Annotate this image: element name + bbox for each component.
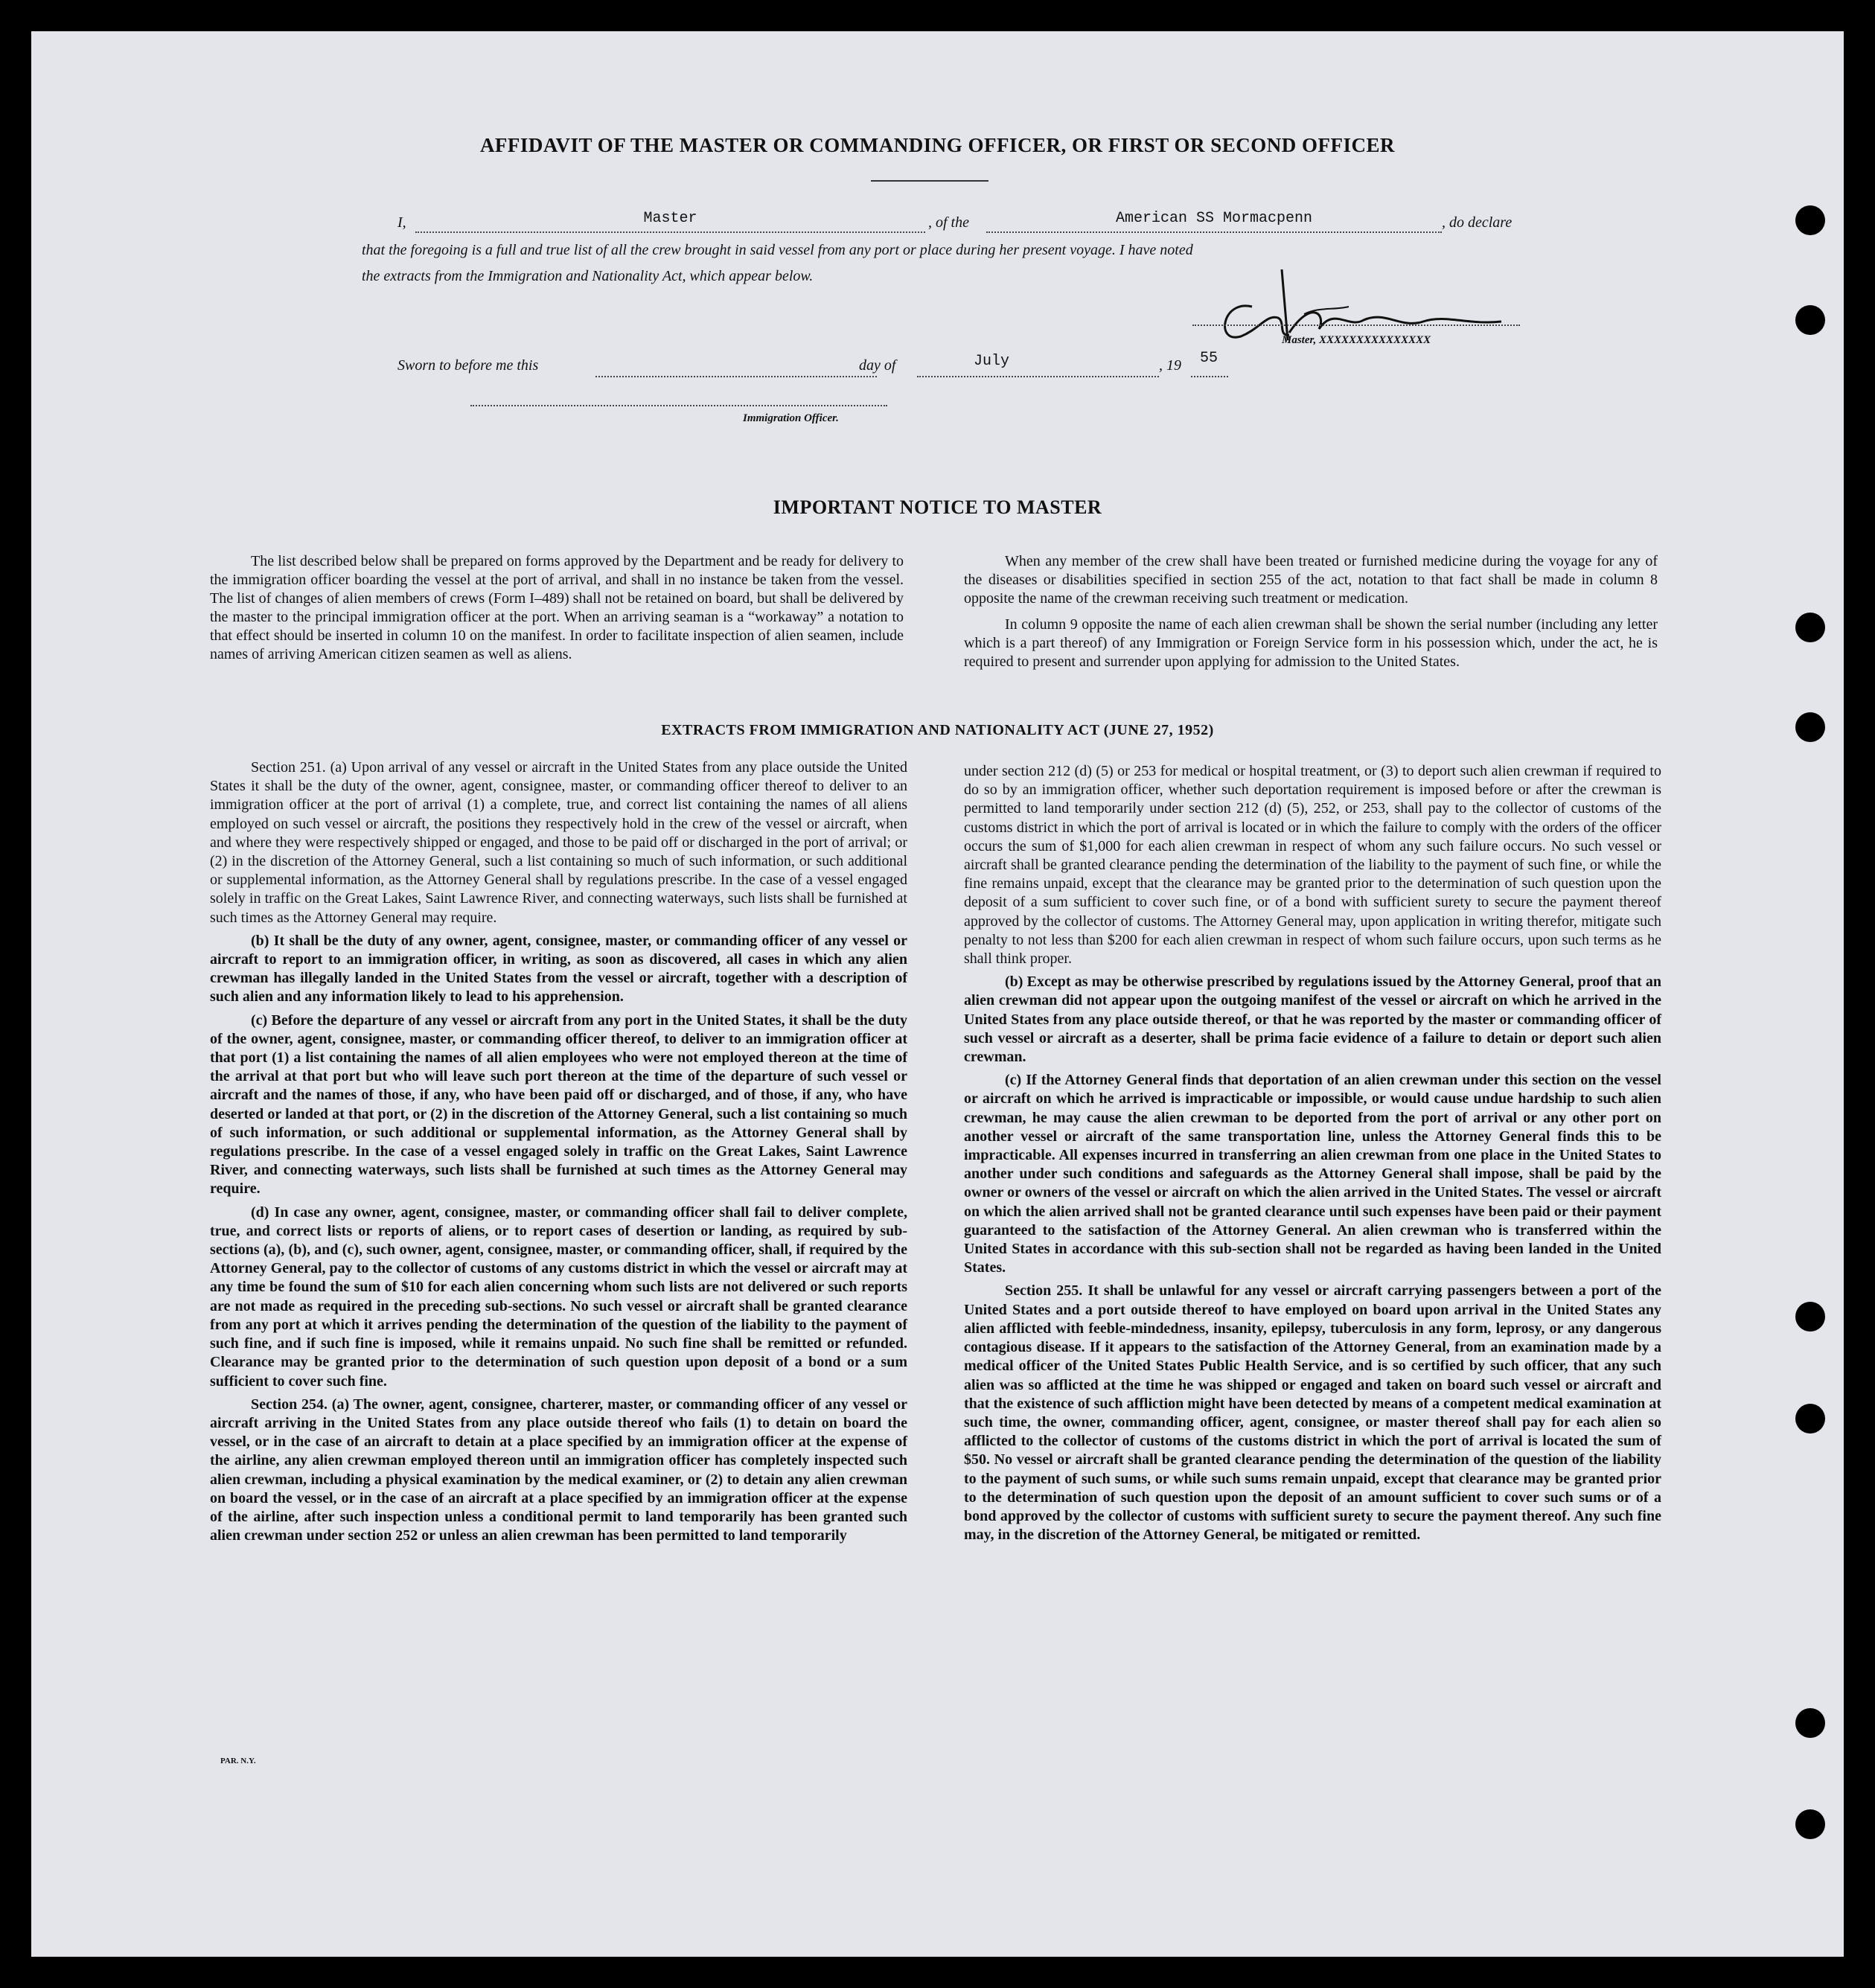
notice-right-column <box>964 552 1658 679</box>
notice-title: IMPORTANT NOTICE TO MASTER <box>773 496 1102 518</box>
section-251c: (c) Before the departure of any vessel or aircraft from any port in the United States, it shall be the duty of the owner, agent, consignee, master, or commanding officer thereof, to deliver to an immigration officer at that port (1) a list containing the names of all alien employees who were not employed thereon at the time of the arrival at that port but who will leave such port thereon at the time of the departure of such vessel or aircraft and the names of those, if any, who have been paid off or discharged, and of those, if any, who have deserted or landed at that port, or (2) in the discretion of the Attorney General, such a list containing so much of such information, or such additional or supplemental information, as the Attorney General shall by regulations prescribe. In the case of a vessel engaged solely in traffic on the Great Lakes, Saint Lawrence River, and connecting waterways, such lists shall be furnished at such times as the Attorney General may require. <box>210 1011 907 1198</box>
section-254c: (c) If the Attorney General finds that deportation of an alien crewman under this section on the vessel or aircraft on which he arrived is impracticable or impossible, or would cause undue hardship to such alien crewman, he may cause the alien crewman to be deported from the port of arrival or any other port on another vessel or aircraft of the same transportation line, unless the Attorney General finds this to be impracticable. All expenses incurred in transferring an alien crewman from one place in the United States to another under such conditions and safeguards as the Attorney General shall impose, shall be paid by the owner or owners of the vessel or aircraft on which the alien arrived in the United States. The vessel or aircraft on which the alien arrived shall not be granted clearance until such expenses have been paid or their payment guaranteed to the satisfaction of the Attorney General. An alien crewman who is transferred within the United States in accordance with this sub-section shall not be regarded as having been landed in the United States. <box>964 1072 1661 1276</box>
section-251d: (d) In case any owner, agent, consignee, master, or commanding officer shall fail to deliver complete, true, and correct lists or reports of aliens, or to report cases of desertion or landing, as required by sub-sections (a), (b), and (c), such owner, agent, consignee, master, or commanding officer, shall, if required by the Attorney General, pay to the collector of customs of any customs district in which the vessel or aircraft may at any time be found the sum of $10 for each alien concerning whom such lists are not delivered or such reports are not made as required in the preceding sub-sections. No such vessel or aircraft shall be granted clearance from any port at which it arrives pending the determination of the question of the liability to the payment of such fine, and if such fine is imposed, while it remains unpaid. No such fine shall be remitted or refunded. Clearance may be granted prior to the determination of such question upon deposit of a bond or a sum sufficient to cover such fine. <box>210 1204 907 1390</box>
do-declare-label: , do declare <box>1442 214 1513 231</box>
sworn-label: Sworn to before me this <box>397 357 539 374</box>
document-page <box>31 31 1844 1957</box>
statement-line-1: that the foregoing is a full and true list of all the crew brought in said vessel from any port or place during her present voyage. I have noted <box>362 242 1193 258</box>
month-value: July <box>973 353 1009 370</box>
officer-line <box>470 402 887 406</box>
binder-hole <box>1795 1708 1825 1738</box>
notice-left-paragraph: The list described below shall be prepared on forms approved by the Department and be ready for delivery to the immigration officer boarding the vessel at the port of arrival, and shall in no instance be taken from the vessel. The list of changes of alien members of crews (Form I–489) shall not be retained on board, but shall be delivered by the master to the principal immigration officer at the port. When an arriving seaman is a “workaway” a notation to that effect should be inserted in column 10 on the manifest. In order to facilitate inspection of alien seamen, include names of arriving American citizen seamen as well as aliens. <box>210 553 904 662</box>
notice-right-paragraph-2: In column 9 opposite the name of each alien crewman shall be shown the serial number (including any letter which is a part thereof) of any Immigration or Foreign Service form in his possession which, under the act, he is required to present and surrender upon applying for admission to the United States. <box>964 616 1658 670</box>
section-254a-continued: under section 212 (d) (5) or 253 for medical or hospital treatment, or (3) to deport such alien crewman if required to do so by an immigration officer, whether such deportation requirement is imposed before or after the crewman is permitted to land temporarily under section 212 (d) (5), 252, or 253, shall pay to the collector of customs of the customs district in which the port of arrival is located or in which the failure to comply with the orders of the officer occurs the sum of $1,000 for each alien crewman in respect of whom any such failure occurs. No such vessel or aircraft shall be granted clearance pending the determination of the liability to the payment of such fine, or while the fine remains unpaid, except that the clearance may be granted prior to the determination of such question upon the deposit of a sum sufficient to cover such fine, or of a bond with sufficient surety to secure the payment thereof approved by the collector of customs. The Attorney General may, upon application in writing therefor, mitigate such penalty to not less than $200 for each alien crewman in respect of whom such failure occurs, upon such terms as he shall think proper. <box>964 763 1661 968</box>
master-caption: Master, XXXXXXXXXXXXXXX <box>1282 334 1431 346</box>
title-divider <box>871 180 988 182</box>
section-254b: (b) Except as may be otherwise prescribed by regulations issued by the Attorney General, proof that an alien crewman did not appear upon the outgoing manifest of the vessel or aircraft on which he arrived in the United States from any place outside thereof, or that he was reported by the master or commanding officer of such vessel or aircraft as a deserter, shall be prima facie evidence of a failure to detain or deport such alien crewman. <box>964 974 1661 1066</box>
extracts-title: EXTRACTS FROM IMMIGRATION AND NATIONALITY ACT (JUNE 27, 1952) <box>661 722 1214 738</box>
binder-hole <box>1795 305 1825 335</box>
section-254a: Section 254. (a) The owner, agent, consignee, charterer, master, or commanding officer of any vessel or aircraft arriving in the United States from any place outside thereof who fails (1) to detain on board the vessel, or in the case of an aircraft to detain at a place specified by an immigration officer at the expense of the airline, any alien crewman employed thereon until an immigration officer has completely inspected such alien crewman, including a physical examination by the medical examiner, or (2) to detain any alien crewman on board the vessel, or in the case of an aircraft at a place specified by an immigration officer at the expense of the airline, after such inspection unless a conditional permit to land temporarily has been granted such alien crewman under section 252 or unless an alien crewman has been permitted to land temporarily <box>210 1396 907 1544</box>
year-prefix: , 19 <box>1159 357 1181 374</box>
name-value: Master <box>643 210 697 227</box>
section-255: Section 255. It shall be unlawful for any vessel or aircraft carrying passengers between a port of the United States and a port outside thereof to have employed on board upon arrival in the United States any alien afflicted with feeble-mindedness, insanity, epilepsy, tuberculosis in any form, leprosy, or any dangerous contagious disease. If it appears to the satisfaction of the Attorney General, from an examination made by a medical officer of the United States Public Health Service, and is so certified by such officer, that any such alien was so afflicted at the time he was shipped or engaged and taken on board such vessel or aircraft and that the existence of such affliction might have been detected by means of a competent medical examination at such time, the owner, commanding officer, agent, consignee, or master thereof shall pay for each alien so afflicted to the collector of customs of the customs district in which the port of arrival is located the sum of $50. No vessel or aircraft shall be granted clearance pending the determination of the question of the liability to the payment of such sums, or while such sums remain unpaid, except that clearance may be granted prior to the determination of such question upon the deposit of an amount sufficient to cover such sums or of a bond approved by the collector of customs with sufficient surety to secure the payment thereof. Any such fine may, in the discretion of the Attorney General, be mitigated or remitted. <box>964 1282 1661 1544</box>
of-the-label: , of the <box>928 214 969 231</box>
binder-hole <box>1795 712 1825 742</box>
extracts-left-column <box>210 758 907 1550</box>
statement-line-2: the extracts from the Immigration and Nationality Act, which appear below. <box>362 268 814 284</box>
i-label: I, <box>397 214 406 231</box>
notice-right-paragraph-1: When any member of the crew shall have been treated or furnished medicine during the voyage for any of the diseases or disabilities specified in section 255 of the act, notation to that fact shall be made in column 8 opposite the name of the crewman receiving such treatment or medication. <box>964 553 1658 607</box>
section-251a: Section 251. (a) Upon arrival of any vessel or aircraft in the United States from any place outside the United States it shall be the duty of the owner, agent, consignee, master, or commanding officer thereof to deliver to an immigration officer at the port of arrival (1) a complete, true, and correct list containing the names of all aliens employed on such vessel or aircraft, the positions they respectively hold in the crew of the vessel or aircraft, when and where they were respectively shipped or engaged, and those to be paid off or discharged in the port of arrival; or (2) in the discretion of the Attorney General, such a list containing so much of such information, or such additional or supplemental information, as the Attorney General shall by regulations prescribe. In the case of a vessel engaged solely in traffic on the Great Lakes, Saint Lawrence River, and connecting waterways, such lists shall be furnished at such times as the Attorney General may require. <box>210 759 907 926</box>
notice-left-column <box>210 552 904 671</box>
binder-hole <box>1795 1302 1825 1332</box>
binder-hole <box>1795 613 1825 642</box>
binder-hole <box>1795 1809 1825 1839</box>
section-251b: (b) It shall be the duty of any owner, agent, consignee, master, or commanding officer of any vessel or aircraft to report to an immigration officer, in writing, as soon as discovered, all cases in which any alien crewman has illegally landed in the United States from the vessel or aircraft, together with a description of such alien and any information likely to lead to his apprehension. <box>210 932 907 1006</box>
affidavit-title: AFFIDAVIT OF THE MASTER OR COMMANDING OFFICER, OR FIRST OR SECOND OFFICER <box>479 134 1396 156</box>
vessel-value: American SS Mormacpenn <box>1115 210 1313 227</box>
binder-hole <box>1795 205 1825 235</box>
extracts-right-column <box>964 762 1661 1549</box>
printer-mark: PAR. N.Y. <box>220 1757 256 1765</box>
binder-hole <box>1795 1404 1825 1434</box>
officer-caption: Immigration Officer. <box>743 412 839 424</box>
day-of-label: day of <box>859 357 896 374</box>
sworn-day-line <box>595 357 877 377</box>
year-value: 55 <box>1199 350 1218 367</box>
signature-line <box>1192 322 1520 326</box>
